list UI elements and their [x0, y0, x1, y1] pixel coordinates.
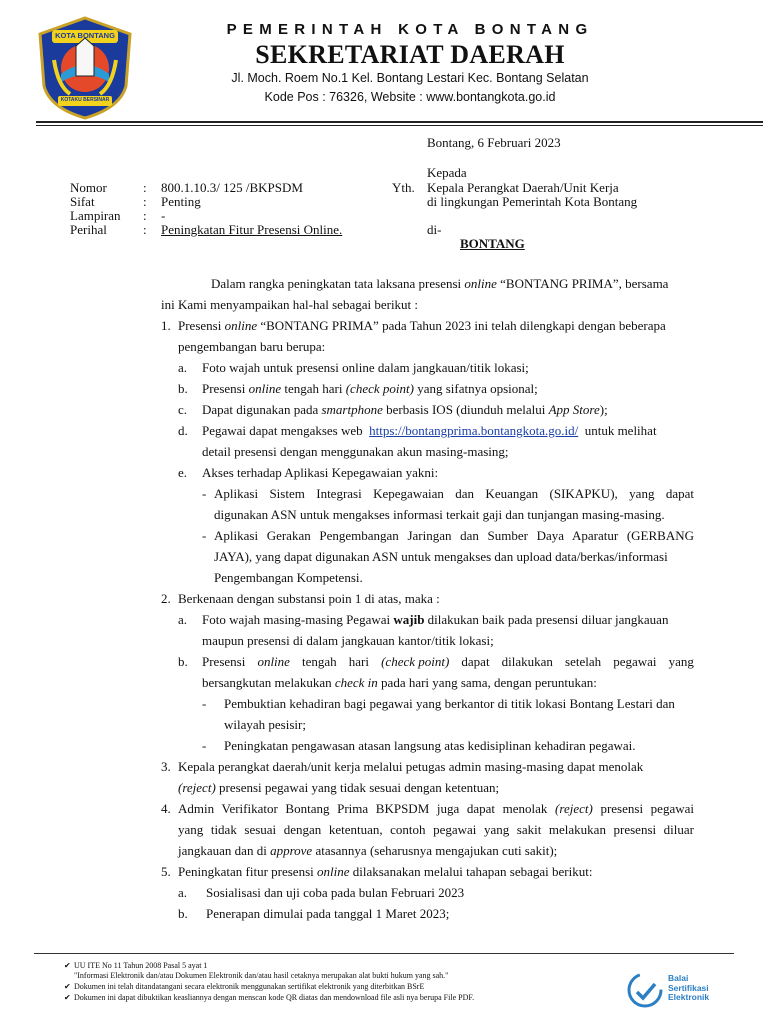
point-4-line-2: yang tidak sesuai dengan ketentuan, contoh pegawai yang sakit melakukan presensi diluar — [178, 822, 694, 837]
perihal-label: Perihal — [70, 222, 107, 237]
point-3-line-2: (reject) presensi pegawai yang tidak sesuai dengan ketentuan; — [178, 780, 500, 795]
point-1e-1-line-1: Aplikasi Sistem Integrasi Kepegawaian dan Keuangan (SIKAPKU), yang dapat — [214, 486, 694, 501]
item-number: 2. — [161, 591, 171, 606]
point-1e-2-line-3: Pengembangan Kompetensi. — [214, 570, 363, 585]
sub-letter: d. — [178, 423, 188, 438]
check-icon: ✔ — [64, 982, 71, 991]
point-1-line-1: Presensi online “BONTANG PRIMA” pada Tahun 2023 ini telah dilengkapi dengan beberapa — [178, 318, 666, 333]
nomor-value: 800.1.10.3/ 125 /BKPSDM — [161, 180, 303, 195]
item-number: 4. — [161, 801, 171, 816]
header-rule-thin — [36, 125, 763, 126]
lampiran-value: - — [161, 208, 166, 223]
point-5b: Penerapan dimulai pada tanggal 1 Maret 2023; — [206, 906, 450, 921]
item-number: 1. — [161, 318, 171, 333]
sub-letter: a. — [178, 360, 188, 375]
footer-rule — [34, 953, 734, 954]
dash: - — [202, 738, 207, 753]
point-5: Peningkatan fitur presensi online dilaksanakan melalui tahapan sebagai berikut: — [178, 864, 593, 879]
point-1c: Dapat digunakan pada smartphone berbasis IOS (diunduh melalui App Store); — [202, 402, 608, 417]
department-name: SEKRETARIAT DAERAH — [255, 40, 565, 69]
point-1e-1-line-2: digunakan ASN untuk mengakses informasi terkait gaji dan tunjangan masing-masing. — [214, 507, 665, 522]
colon: : — [143, 208, 147, 223]
check-icon: ✔ — [64, 961, 71, 970]
footer-line-3: ✔ Dokumen ini telah ditandatangani secara elektronik menggunakan sertifikat elektronik yang diterbitkan BSrE — [64, 982, 425, 991]
address: Jl. Moch. Roem No.1 Kel. Bontang Lestari Kec. Bontang Selatan — [231, 71, 589, 85]
sub-letter: a. — [178, 612, 188, 627]
dash: - — [202, 696, 207, 711]
kepada-label: Kepada — [427, 165, 467, 180]
di-label: di- — [427, 222, 442, 237]
recipient-line-2: di lingkungan Pemerintah Kota Bontang — [427, 194, 638, 209]
sub-letter: b. — [178, 906, 188, 921]
point-2b-1-line-1: Pembuktian kehadiran bagi pegawai yang berkantor di titik lokasi Bontang Lestari dan — [224, 696, 675, 711]
sub-letter: b. — [178, 654, 188, 669]
point-1e: Akses terhadap Aplikasi Kepegawaian yakni: — [202, 465, 439, 480]
logo-top-text: KOTA BONTANG — [55, 31, 115, 40]
point-2: Berkenaan dengan substansi poin 1 di atas, maka : — [178, 591, 440, 606]
city-name: BONTANG — [460, 236, 525, 251]
sifat-label: Sifat — [70, 194, 95, 209]
colon: : — [143, 180, 147, 195]
bontangprima-link[interactable]: https://bontangprima.bontangkota.go.id/ — [369, 423, 579, 438]
sub-letter: b. — [178, 381, 188, 396]
bsre-logo-icon — [627, 972, 663, 1008]
point-1d-line-2: detail presensi dengan menggunakan akun masing-masing; — [202, 444, 509, 459]
footer-line-4: ✔ Dokumen ini dapat dibuktikan keasliannya dengan menscan kode QR diatas dan mendownload file asli nya berupa File PDF. — [64, 993, 475, 1002]
sifat-value: Penting — [161, 194, 201, 209]
point-2a-line-1: Foto wajah masing-masing Pegawai wajib dilakukan baik pada presensi diluar jangkauan — [202, 612, 669, 627]
point-1d-line-1: Pegawai dapat mengakses web https://bontangprima.bontangkota.go.id/ untuk melihat — [202, 423, 657, 438]
sub-letter: e. — [178, 465, 188, 480]
point-1-line-2: pengembangan baru berupa: — [178, 339, 326, 354]
point-4-line-1: Admin Verifikator Bontang Prima BKPSDM juga dapat menolak (reject) presensi pegawai — [178, 801, 694, 816]
sub-letter: a. — [178, 885, 188, 900]
header-rule-thick — [36, 121, 763, 123]
point-2a-line-2: maupun presensi di dalam jangkauan kantor/titik lokasi; — [202, 633, 494, 648]
place-date: Bontang, 6 Februari 2023 — [427, 135, 561, 150]
yth-label: Yth. — [392, 180, 415, 195]
footer-line-1: ✔ UU ITE No 11 Tahun 2008 Pasal 5 ayat 1 — [64, 961, 208, 970]
logo-bottom-text: KOTAKU BERSINAR — [60, 97, 110, 103]
intro-line-2: ini Kami menyampaikan hal-hal sebagai berikut : — [161, 297, 419, 312]
city-emblem-logo — [36, 16, 134, 120]
point-1b: Presensi online tengah hari (check point) yang sifatnya opsional; — [202, 381, 538, 396]
nomor-label: Nomor — [70, 180, 107, 195]
dash: - — [202, 528, 207, 543]
point-2b-line-2: bersangkutan melakukan check in pada hari yang sama, dengan peruntukan: — [202, 675, 597, 690]
colon: : — [143, 222, 147, 237]
dash: - — [202, 486, 207, 501]
item-number: 5. — [161, 864, 171, 879]
check-icon: ✔ — [64, 993, 71, 1002]
point-2b-1-line-2: wilayah pesisir; — [224, 717, 306, 732]
intro-line-1: Dalam rangka peningkatan tata laksana presensi online “BONTANG PRIMA”, bersama — [211, 276, 669, 291]
point-5a: Sosialisasi dan uji coba pada bulan Februari 2023 — [206, 885, 465, 900]
point-2b-2: Peningkatan pengawasan atasan langsung atas kedisiplinan kehadiran pegawai. — [224, 738, 636, 753]
point-1e-2-line-1: Aplikasi Gerakan Pengembangan Jaringan dan Sumber Daya Aparatur (GERBANG — [214, 528, 694, 543]
point-1a: Foto wajah untuk presensi online dalam jangkauan/titik lokasi; — [202, 360, 529, 375]
colon: : — [143, 194, 147, 209]
point-4-line-3: jangkauan dan di approve atasannya (seharusnya mengajukan cuti sakit); — [178, 843, 558, 858]
footer-line-2: "Informasi Elektronik dan/atau Dokumen Elektronik dan/atau hasil cetaknya merupakan alat bukti hukum yang sah." — [74, 971, 449, 980]
government-name: PEMERINTAH KOTA BONTANG — [226, 21, 594, 38]
sub-letter: c. — [178, 402, 188, 417]
point-1e-2-line-2: JAYA), yang dapat digunakan ASN untuk mengakses dan upload data/berkas/informasi — [214, 549, 668, 564]
point-2b-line-1: Presensi online tengah hari (check point) dapat dilakukan setelah pegawai yang — [202, 654, 694, 669]
bsre-label: Balai Sertifikasi Elektronik — [668, 973, 710, 1002]
item-number: 3. — [161, 759, 171, 774]
perihal-value: Peningkatan Fitur Presensi Online. — [161, 222, 343, 237]
lampiran-label: Lampiran — [70, 208, 121, 223]
point-3-line-1: Kepala perangkat daerah/unit kerja melalui petugas admin masing-masing dapat menolak — [178, 759, 644, 774]
recipient-line-1: Kepala Perangkat Daerah/Unit Kerja — [427, 180, 619, 195]
postal-website: Kode Pos : 76326, Website : www.bontangkota.go.id — [264, 90, 556, 104]
